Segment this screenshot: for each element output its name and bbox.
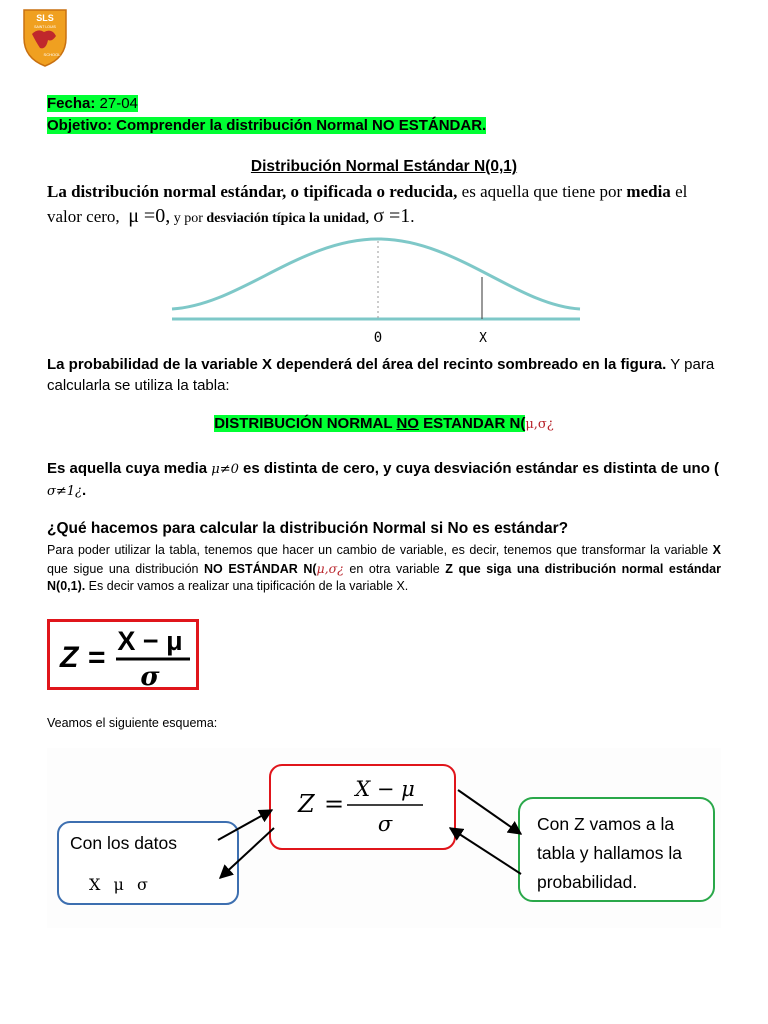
def-end: . [410,207,415,226]
objective-line [47,117,486,135]
para-p2: que sigue una distribución [47,561,205,576]
date-label: Fecha: [47,95,96,112]
logo-subtitle: SAINT LOUIS [34,25,56,29]
bell-curve [172,239,580,309]
probability-bold: La probabilidad de la variable X dependerá del área del recinto sombreado en la figura. [47,356,667,373]
scheme-diagram [47,748,721,928]
formula-numerator: X − μ [117,626,183,656]
objective-text: Objetivo: Comprender la distribución Normal NO ESTÁNDAR. [47,117,487,134]
center-eq: = [324,790,345,818]
date-value-text: 27-04 [99,95,138,112]
date-value [95,95,138,112]
para-p3: en otra variable [343,561,446,576]
media-end: . [82,482,87,499]
standard-definition [47,179,717,231]
para-x: X [712,543,721,557]
def-part4: y por [170,211,207,226]
def-media: media [626,182,671,201]
def-mu: μ =0, [128,205,171,227]
data-box-line1: Con los datos [70,833,178,853]
center-denominator: σ [377,812,393,836]
result-box-line1: Con Z vamos a la [537,814,675,834]
def-part1: La distribución normal estándar, o tipificada o reducida, [47,182,458,201]
media-part1: Es aquella cuya media [47,460,212,477]
tick-zero: 0 [373,330,383,346]
media-text [47,458,727,502]
standard-normal-title: Distribución Normal Estándar N(0,1) [250,158,518,175]
media-sigma-neq: σ≠1¿ [47,484,83,499]
para-p1: Para poder utilizar la tabla, tenemos que hacer un cambio de variable, es decir, tenemos que transformar la variable [47,543,713,557]
data-box-line2: X μ σ [89,875,148,894]
probability-text [47,354,727,396]
veamos-text: Veamos el siguiente esquema: [47,716,218,730]
result-box-line3: probabilidad. [537,872,638,892]
def-desv: desviación típica la unidad, [206,211,369,226]
logo-school: SCHOOL [43,52,61,57]
para-p4: Es decir vamos a realizar una tipificación de la variable X. [85,579,409,593]
date-line [47,95,138,113]
para-nostd: NO ESTÁNDAR N( [204,561,317,576]
school-logo [22,8,68,68]
para-z: Z que siga una distribución normal estándar N(0,1). [47,561,721,593]
formula-eq: = [88,641,106,674]
logo-text: SLS [36,13,54,23]
def-sigma: σ =1 [373,205,411,227]
tick-x: X [479,331,487,346]
result-box-line2: tabla y hallamos la [537,843,682,863]
formula-svg [50,622,196,687]
def-part2: es aquella que tiene por [457,182,627,201]
center-numerator: X − μ [355,777,415,801]
para-params: μ,σ¿ [316,560,344,576]
formula-box [47,619,199,690]
def-part3: el valor cero, [47,182,688,226]
bell-curve-figure [150,225,590,347]
explanation-paragraph [47,542,721,596]
nonstandard-title-b: ESTANDAR N( [418,415,526,432]
question-heading: ¿Qué hacemos para calcular la distribución Normal si No es estándar? [47,520,569,537]
nonstandard-title-a: DISTRIBUCIÓN NORMAL [214,415,397,432]
formula-denominator: σ [140,662,160,687]
nonstandard-params: μ,σ¿ [525,417,554,432]
nonstandard-title-no: NO [396,415,419,432]
nonstandard-title [0,415,768,432]
media-part2: es distinta de cero, y cuya desviación estándar es distinta de uno ( [238,460,720,477]
media-mu-neq: μ≠0 [211,462,239,477]
center-z: Z [298,790,315,818]
probability-normal: Y para calcularla se utiliza la tabla: [47,356,715,394]
formula-z: Z [60,641,79,674]
